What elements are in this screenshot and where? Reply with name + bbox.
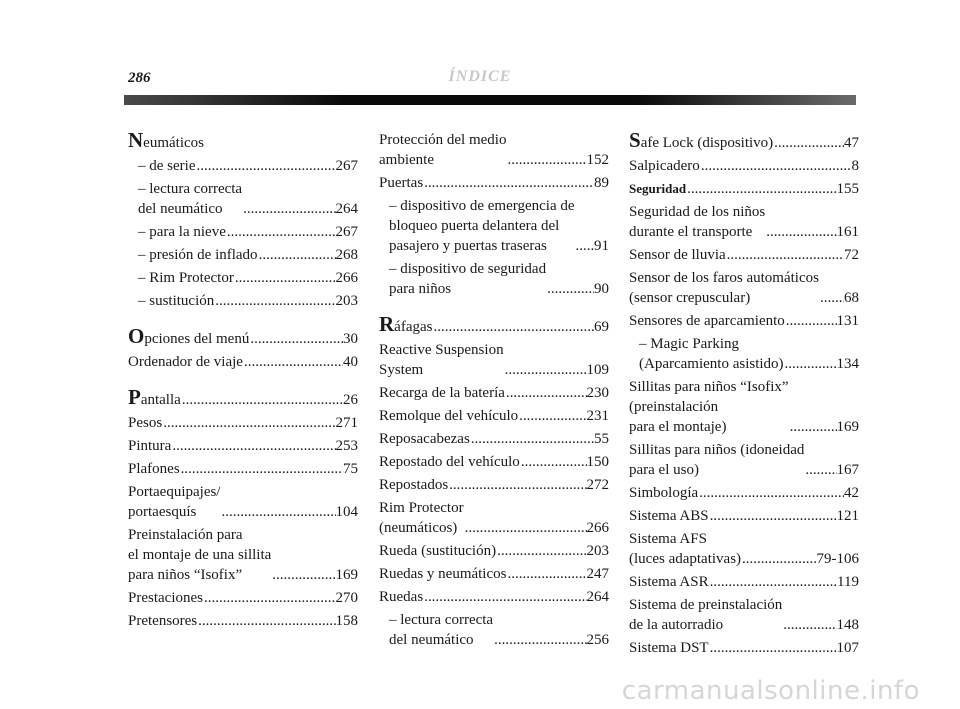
index-entry-page: 30 bbox=[343, 331, 358, 347]
dot-leader bbox=[819, 288, 844, 308]
index-entry-text: áfagas bbox=[394, 319, 433, 335]
index-entry bbox=[379, 498, 609, 538]
index-entry-term bbox=[629, 483, 698, 503]
index-entry-text: Repostado del vehículo bbox=[379, 454, 520, 470]
index-entry bbox=[379, 564, 609, 584]
dot-leader bbox=[423, 173, 594, 193]
index-entry-term bbox=[629, 156, 700, 176]
index-entry-page: 158 bbox=[335, 613, 358, 629]
dot-leader bbox=[782, 615, 836, 635]
index-entry-page: 107 bbox=[836, 640, 859, 656]
dot-leader bbox=[575, 236, 594, 256]
index-entry bbox=[379, 429, 609, 449]
index-entry-term bbox=[379, 314, 432, 337]
dot-leader bbox=[432, 317, 594, 337]
index-entry-text: pciones del menú bbox=[144, 331, 250, 347]
dot-leader bbox=[686, 179, 836, 199]
index-entry-term bbox=[128, 387, 181, 410]
index-entry-text: Plafones bbox=[128, 461, 180, 477]
index-entry-page: 68 bbox=[844, 290, 859, 306]
index-entry bbox=[629, 483, 859, 503]
index-entry-term bbox=[379, 564, 506, 584]
dot-leader bbox=[505, 383, 587, 403]
index-entry-term bbox=[629, 202, 765, 242]
index-entry bbox=[128, 222, 358, 242]
index-entry-term bbox=[379, 406, 518, 426]
index-entry-term bbox=[629, 595, 782, 635]
index-entry-text: Protección del medio ambiente bbox=[379, 132, 507, 168]
index-entry bbox=[629, 529, 859, 569]
index-entry bbox=[128, 179, 358, 219]
index-entry-text: Sillitas para niños (idoneidad para el uso) bbox=[629, 442, 805, 478]
dot-leader bbox=[203, 588, 336, 608]
index-entry bbox=[128, 130, 358, 153]
index-entry-text: afe Lock (dispositivo) bbox=[640, 135, 774, 151]
index-entry-page: 150 bbox=[586, 454, 609, 470]
index-entry-page: 167 bbox=[836, 462, 859, 478]
dot-leader bbox=[195, 156, 335, 176]
dot-leader bbox=[709, 638, 837, 658]
dot-leader bbox=[709, 506, 837, 526]
index-entry-term bbox=[629, 377, 789, 437]
index-entry-term bbox=[379, 498, 464, 538]
index-entry-text: Repostados bbox=[379, 477, 449, 493]
dot-leader bbox=[804, 460, 836, 480]
index-entry-term bbox=[379, 452, 520, 472]
index-entry-page: 69 bbox=[594, 319, 609, 335]
index-entry-term bbox=[629, 506, 709, 526]
index-entry bbox=[128, 245, 358, 265]
index-entry bbox=[128, 436, 358, 456]
dot-leader bbox=[162, 413, 335, 433]
index-entry bbox=[379, 314, 609, 337]
index-entry-term bbox=[128, 459, 180, 479]
index-entry bbox=[379, 610, 609, 650]
index-entry-term bbox=[379, 130, 506, 170]
section-initial: P bbox=[128, 385, 141, 409]
index-entry bbox=[629, 638, 859, 658]
watermark: carmanualsonline.info bbox=[621, 676, 920, 706]
index-entry-page: 55 bbox=[594, 431, 609, 447]
index-entry-page: 266 bbox=[586, 520, 609, 536]
index-entry-text: Sistema de preinstalación de la autorradio bbox=[629, 597, 783, 633]
index-entry-page: 268 bbox=[335, 247, 358, 263]
index-entry bbox=[629, 179, 859, 199]
index-entry-page: 264 bbox=[586, 589, 609, 605]
index-entry-page: 131 bbox=[836, 313, 859, 329]
index-column-1 bbox=[128, 130, 358, 634]
page-title: ÍNDICE bbox=[448, 68, 512, 85]
index-entry-text: – presión de inflado bbox=[138, 247, 258, 263]
index-entry-text: Sistema AFS (luces adaptativas) bbox=[629, 531, 742, 567]
index-entry-page: 169 bbox=[335, 567, 358, 583]
index-entry bbox=[379, 406, 609, 426]
index-entry-page: 266 bbox=[335, 270, 358, 286]
index-entry-text: Ruedas y neumáticos bbox=[379, 566, 507, 582]
index-entry-term bbox=[138, 222, 226, 242]
index-entry-page: 8 bbox=[851, 158, 859, 174]
section-initial: O bbox=[128, 324, 145, 348]
index-entry-page: 271 bbox=[335, 415, 358, 431]
index-entry bbox=[379, 587, 609, 607]
index-entry bbox=[128, 156, 358, 176]
index-entry-term bbox=[629, 529, 741, 569]
index-entry-text: Sensor de los faros automáticos (sensor crepuscular) bbox=[629, 270, 819, 306]
index-entry bbox=[379, 340, 609, 380]
section-initial: N bbox=[128, 128, 144, 152]
dot-leader bbox=[271, 565, 335, 585]
dot-leader bbox=[520, 452, 587, 472]
dot-leader bbox=[171, 436, 335, 456]
index-entry-text: Preinstalación para el montaje de una sillita para niños “Isofix” bbox=[128, 527, 272, 583]
index-entry bbox=[379, 383, 609, 403]
index-entry-text: Reactive Suspension System bbox=[379, 342, 504, 378]
index-entry-text: – Magic Parking (Aparcamiento asistido) bbox=[639, 336, 784, 372]
index-entry-term bbox=[389, 610, 493, 650]
index-entry-text: – dispositivo de seguridad para niños bbox=[389, 261, 547, 297]
index-entry bbox=[379, 475, 609, 495]
index-entry-page: 91 bbox=[594, 238, 609, 254]
index-entry-text: Pretensores bbox=[128, 613, 198, 629]
index-entry-text: Reposacabezas bbox=[379, 431, 470, 447]
index-entry-page: 89 bbox=[594, 175, 609, 191]
index-entry-page: 155 bbox=[836, 181, 859, 197]
index-entry-page: 253 bbox=[335, 438, 358, 454]
dot-leader bbox=[496, 541, 586, 561]
dot-leader bbox=[493, 630, 586, 650]
page-number: 286 bbox=[128, 70, 151, 86]
index-entry-term bbox=[128, 326, 249, 349]
index-entry bbox=[629, 595, 859, 635]
dot-leader bbox=[741, 549, 816, 569]
dot-leader bbox=[464, 518, 587, 538]
index-entry-page: 109 bbox=[586, 362, 609, 378]
index-entry-page: 247 bbox=[586, 566, 609, 582]
dot-leader bbox=[709, 572, 837, 592]
index-entry-text: Puertas bbox=[379, 175, 424, 191]
index-entry-page: 256 bbox=[586, 632, 609, 648]
index-entry-term bbox=[629, 572, 709, 592]
index-entry bbox=[629, 440, 859, 480]
index-entry-text: Pesos bbox=[128, 415, 163, 431]
index-entry-term bbox=[128, 436, 171, 456]
index-entry-page: 267 bbox=[335, 224, 358, 240]
index-entry bbox=[379, 259, 609, 299]
section-initial: S bbox=[629, 128, 641, 152]
dot-leader bbox=[470, 429, 594, 449]
dot-leader bbox=[789, 417, 837, 437]
index-entry-page: 152 bbox=[586, 152, 609, 168]
index-entry-text: – lectura correcta del neumático bbox=[389, 612, 494, 648]
dot-leader bbox=[518, 406, 586, 426]
dot-leader bbox=[726, 245, 844, 265]
index-entry bbox=[128, 387, 358, 410]
index-entry bbox=[128, 291, 358, 311]
index-entry-text: Prestaciones bbox=[128, 590, 203, 606]
index-entry-text: Salpicadero bbox=[629, 158, 700, 174]
index-entry bbox=[629, 311, 859, 331]
dot-leader bbox=[785, 311, 837, 331]
index-entry bbox=[629, 377, 859, 437]
index-entry-page: 267 bbox=[335, 158, 358, 174]
index-entry-term bbox=[138, 179, 242, 219]
index-entry-term bbox=[128, 611, 197, 631]
index-entry-text: Portaequipajes/ portaesquís bbox=[128, 484, 221, 520]
dot-leader bbox=[506, 564, 586, 584]
index-entry bbox=[629, 334, 859, 374]
index-entry-term bbox=[639, 334, 784, 374]
index-entry-page: 203 bbox=[335, 293, 358, 309]
index-entry-page: 121 bbox=[836, 508, 859, 524]
index-entry-text: Remolque del vehículo bbox=[379, 408, 519, 424]
index-entry bbox=[629, 268, 859, 308]
index-entry bbox=[128, 482, 358, 522]
index-entry-term bbox=[379, 475, 448, 495]
dot-leader bbox=[181, 390, 343, 410]
index-entry-page: 230 bbox=[586, 385, 609, 401]
dot-leader bbox=[784, 354, 837, 374]
index-entry bbox=[629, 130, 859, 153]
index-entry-text: Seguridad bbox=[629, 181, 687, 196]
index-entry bbox=[379, 173, 609, 193]
index-entry-text: antalla bbox=[140, 392, 181, 408]
index-entry bbox=[629, 156, 859, 176]
index-entry-term bbox=[379, 587, 423, 607]
index-entry bbox=[379, 452, 609, 472]
index-entry-term bbox=[138, 245, 258, 265]
index-entry-term bbox=[629, 311, 785, 331]
index-entry-term bbox=[128, 352, 243, 372]
index-entry-page: 119 bbox=[837, 574, 859, 590]
index-entry-term bbox=[379, 173, 423, 193]
index-entry bbox=[128, 268, 358, 288]
index-column-3 bbox=[629, 130, 859, 661]
index-entry bbox=[128, 459, 358, 479]
index-entry-term bbox=[389, 259, 546, 299]
index-entry-term bbox=[629, 440, 804, 480]
dot-leader bbox=[765, 222, 836, 242]
index-entry-text: Recarga de la batería bbox=[379, 385, 505, 401]
index-entry-text: Sensor de lluvia bbox=[629, 247, 726, 263]
dot-leader bbox=[506, 150, 586, 170]
index-entry-text: – dispositivo de emergencia de bloqueo puerta delantera del pasajero y puertas traseras bbox=[389, 198, 575, 254]
index-entry-term bbox=[389, 196, 575, 256]
index-entry-term bbox=[128, 130, 204, 153]
index-entry-term bbox=[629, 179, 686, 199]
index-entry bbox=[128, 352, 358, 372]
index-entry-page: 270 bbox=[335, 590, 358, 606]
index-entry-term bbox=[128, 482, 220, 522]
index-entry-term bbox=[128, 525, 271, 585]
dot-leader bbox=[220, 502, 335, 522]
dot-leader bbox=[258, 245, 336, 265]
index-entry-page: 203 bbox=[586, 543, 609, 559]
index-entry bbox=[379, 130, 609, 170]
index-entry-text: Sistema ASR bbox=[629, 574, 709, 590]
index-entry-page: 40 bbox=[343, 354, 358, 370]
index-entry-page: 90 bbox=[594, 281, 609, 297]
index-entry bbox=[128, 588, 358, 608]
index-entry-term bbox=[128, 413, 162, 433]
dot-leader bbox=[773, 133, 844, 153]
index-entry-text: Simbología bbox=[629, 485, 699, 501]
index-entry-page: 231 bbox=[586, 408, 609, 424]
index-entry-page: 104 bbox=[335, 504, 358, 520]
index-entry-text: Pintura bbox=[128, 438, 172, 454]
dot-leader bbox=[700, 156, 852, 176]
index-entry-page: 264 bbox=[335, 201, 358, 217]
index-entry-page: 79-106 bbox=[816, 551, 859, 567]
index-entry-term bbox=[629, 245, 726, 265]
index-entry bbox=[629, 202, 859, 242]
dot-leader bbox=[242, 199, 335, 219]
index-entry-page: 47 bbox=[844, 135, 859, 151]
index-entry-page: 75 bbox=[343, 461, 358, 477]
index-entry-page: 169 bbox=[836, 419, 859, 435]
index-entry-page: 42 bbox=[844, 485, 859, 501]
index-entry-text: – para la nieve bbox=[138, 224, 226, 240]
dot-leader bbox=[243, 352, 343, 372]
index-entry-page: 272 bbox=[586, 477, 609, 493]
index-entry-page: 161 bbox=[836, 224, 859, 240]
dot-leader bbox=[546, 279, 594, 299]
index-entry-text: Rueda (sustitución) bbox=[379, 543, 497, 559]
dot-leader bbox=[448, 475, 586, 495]
index-entry-text: – lectura correcta del neumático bbox=[138, 181, 243, 217]
section-initial: R bbox=[379, 312, 395, 336]
index-entry bbox=[379, 541, 609, 561]
dot-leader bbox=[234, 268, 336, 288]
index-entry-text: Sistema ABS bbox=[629, 508, 709, 524]
index-entry-term bbox=[629, 268, 819, 308]
index-entry-text: Rim Protector (neumáticos) bbox=[379, 500, 464, 536]
dot-leader bbox=[180, 459, 343, 479]
index-entry bbox=[128, 326, 358, 349]
dot-leader bbox=[504, 360, 587, 380]
dot-leader bbox=[214, 291, 335, 311]
index-entry bbox=[128, 413, 358, 433]
index-entry-text: Sensores de aparcamiento bbox=[629, 313, 785, 329]
index-column-2 bbox=[379, 130, 609, 653]
index-entry-term bbox=[138, 268, 234, 288]
index-entry-text: eumáticos bbox=[143, 135, 204, 151]
index-entry-page: 148 bbox=[836, 617, 859, 633]
index-entry bbox=[629, 245, 859, 265]
dot-leader bbox=[423, 587, 586, 607]
dot-leader bbox=[226, 222, 336, 242]
index-entry-page: 72 bbox=[844, 247, 859, 263]
index-entry bbox=[629, 572, 859, 592]
index-entry bbox=[128, 525, 358, 585]
index-entry-text: Sillitas para niños “Isofix” (preinstalación para el montaje) bbox=[629, 379, 789, 435]
index-entry-term bbox=[629, 130, 773, 153]
index-entry-term bbox=[128, 588, 203, 608]
index-entry-term bbox=[379, 383, 505, 403]
index-entry-page: 134 bbox=[836, 356, 859, 372]
index-entry-term bbox=[138, 291, 214, 311]
index-entry-term bbox=[379, 340, 504, 380]
dot-leader bbox=[197, 611, 335, 631]
index-entry-term bbox=[629, 638, 709, 658]
index-entry bbox=[128, 611, 358, 631]
index-entry-text: Ruedas bbox=[379, 589, 424, 605]
index-entry-term bbox=[379, 541, 496, 561]
index-entry-term bbox=[379, 429, 470, 449]
index-entry-text: – Rim Protector bbox=[138, 270, 234, 286]
index-entry-text: – sustitución bbox=[138, 293, 215, 309]
index-entry-page: 26 bbox=[343, 392, 358, 408]
index-entry bbox=[379, 196, 609, 256]
dot-leader bbox=[698, 483, 844, 503]
index-entry-term bbox=[138, 156, 195, 176]
header-rule bbox=[124, 95, 856, 105]
index-entry-text: – de serie bbox=[138, 158, 196, 174]
index-entry-text: Sistema DST bbox=[629, 640, 709, 656]
index-entry-text: Ordenador de viaje bbox=[128, 354, 243, 370]
index-entry bbox=[629, 506, 859, 526]
dot-leader bbox=[249, 329, 343, 349]
index-entry-text: Seguridad de los niños durante el transporte bbox=[629, 204, 766, 240]
